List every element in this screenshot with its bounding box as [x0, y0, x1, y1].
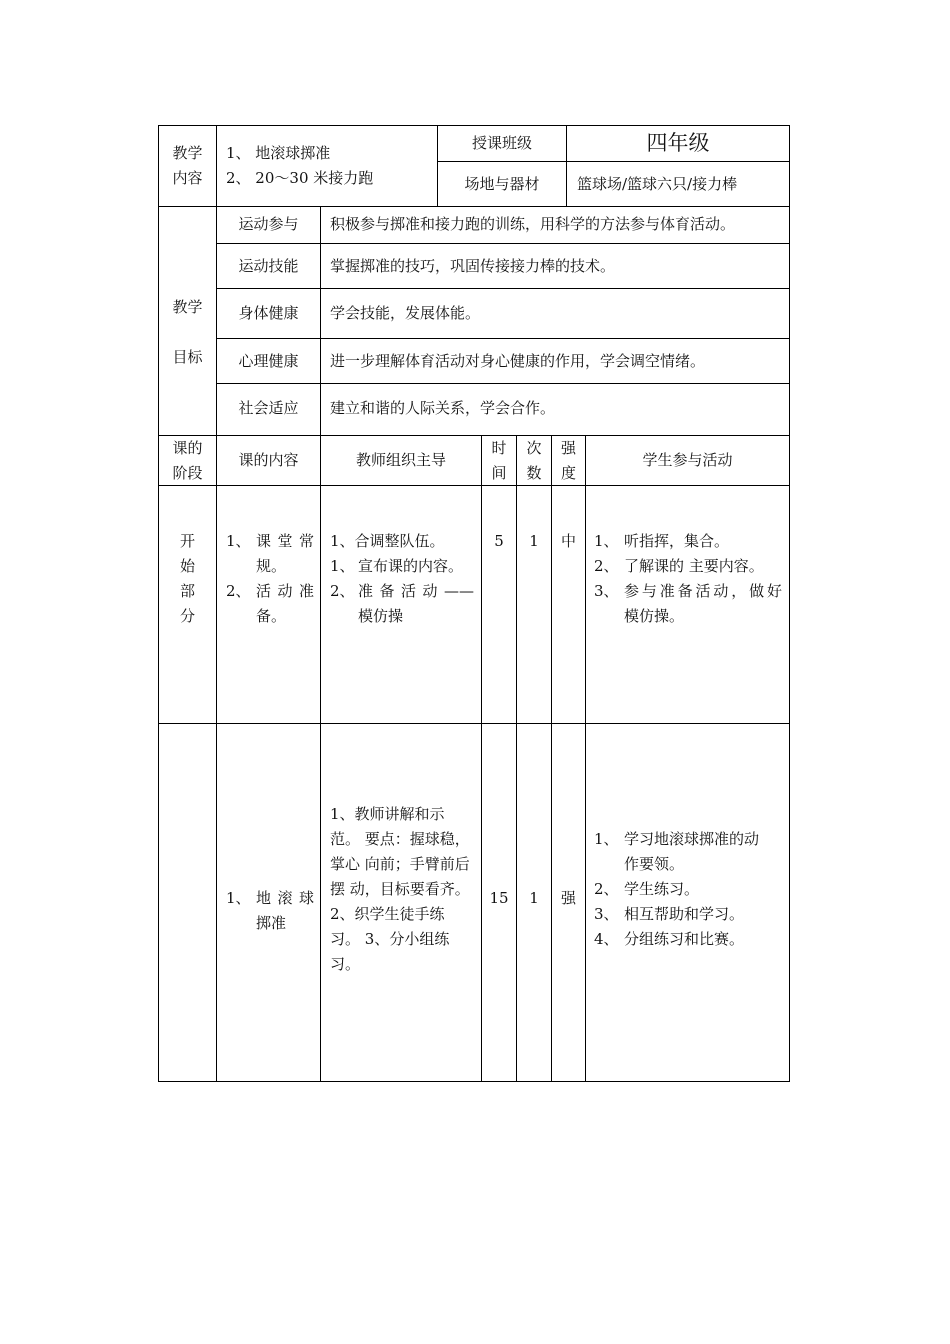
section-intensity: 强 — [560, 889, 576, 907]
header-time: 时 间 — [491, 439, 507, 482]
section-time: 15 — [489, 889, 509, 907]
objective-text: 积极参与掷准和接力跑的训练，用科学的方法参与体育活动。 — [330, 215, 736, 233]
section-intensity: 中 — [560, 532, 576, 550]
teacher-line: 3、分小组练习。 — [330, 930, 450, 973]
objective-text: 学会技能，发展体能。 — [330, 304, 481, 322]
teacher-step: 1、 宣布课的内容。 — [330, 557, 464, 575]
header-lesson-content: 课的内容 — [238, 451, 299, 469]
objective-category: 心理健康 — [238, 352, 299, 370]
section-time: 5 — [494, 532, 504, 550]
teacher-line: 动，目标要看齐。 — [349, 880, 470, 898]
content-item-2: 2、 20～30 米接力跑 — [226, 169, 374, 187]
venue-label: 场地与器材 — [464, 175, 540, 193]
header-lesson-stage: 课的 阶段 — [172, 439, 203, 482]
class-label: 授课班级 — [471, 134, 532, 152]
section-count: 1 — [529, 889, 539, 907]
teacher-line: 1、教师讲解和示 — [330, 805, 445, 823]
header-student-activity: 学生参与活动 — [642, 451, 733, 469]
student-activity-item: 1、 听指挥，集合。 — [594, 532, 730, 550]
stage-start-part: 开 始 部 分 — [179, 532, 195, 625]
teaching-content-label: 教学 内容 — [172, 144, 203, 187]
teaching-objectives-label: 教学 目标 — [172, 298, 203, 366]
header-teacher-guidance: 教师组织主导 — [355, 451, 446, 469]
teacher-line: 习。 — [330, 930, 361, 948]
student-activity-item: 2、 了解课的 主要内容。 — [594, 557, 764, 575]
teaching-content-items — [226, 141, 373, 191]
objective-text: 掌握掷准的技巧，巩固传接接力棒的技术。 — [330, 257, 616, 275]
teacher-line: 向前；手臂前后摆 — [330, 855, 470, 898]
section-count: 1 — [529, 532, 539, 550]
teacher-line: 范。 — [330, 830, 361, 848]
lesson-content-item: 2、 活动准 备。 — [226, 582, 314, 625]
objective-category: 运动技能 — [238, 257, 299, 275]
teacher-step: 1、合调整队伍。 — [330, 532, 445, 550]
student-activity-item: 3、 相互帮助和学习。 — [594, 905, 745, 923]
teacher-line: 2、织学生徒手练 — [330, 905, 445, 923]
objective-category: 身体健康 — [238, 304, 299, 322]
header-intensity: 强 度 — [560, 439, 576, 482]
teacher-step: 2、 准备活动—— 模仿操 — [330, 582, 474, 625]
student-activity-item: 1、 学习地滚球掷准的动 作要领。 — [594, 830, 760, 873]
objective-category: 社会适应 — [238, 399, 299, 417]
lesson-content-item: 1、 地滚球 掷准 — [226, 889, 314, 932]
class-value: 四年级 — [646, 131, 710, 155]
objective-text: 建立和谐的人际关系，学会合作。 — [330, 399, 556, 417]
teacher-line: 要点：握球稳，掌心 — [330, 830, 470, 873]
content-item-1: 1、 地滚球掷准 — [226, 144, 331, 162]
student-activity-item: 4、 分组练习和比赛。 — [594, 930, 745, 948]
student-activity-item: 2、 学生练习。 — [594, 880, 700, 898]
student-activity-item: 3、 参与准备活动，做好 模仿操。 — [594, 582, 782, 625]
teacher-guidance-block — [330, 802, 474, 977]
venue-value: 篮球场/篮球六只/接力棒 — [577, 175, 738, 193]
header-count: 次 数 — [526, 439, 542, 482]
lesson-content-item: 1、 课堂常 规。 — [226, 532, 314, 575]
objective-text: 进一步理解体育活动对身心健康的作用，学会调空情绪。 — [330, 352, 706, 370]
objective-category: 运动参与 — [238, 215, 299, 233]
